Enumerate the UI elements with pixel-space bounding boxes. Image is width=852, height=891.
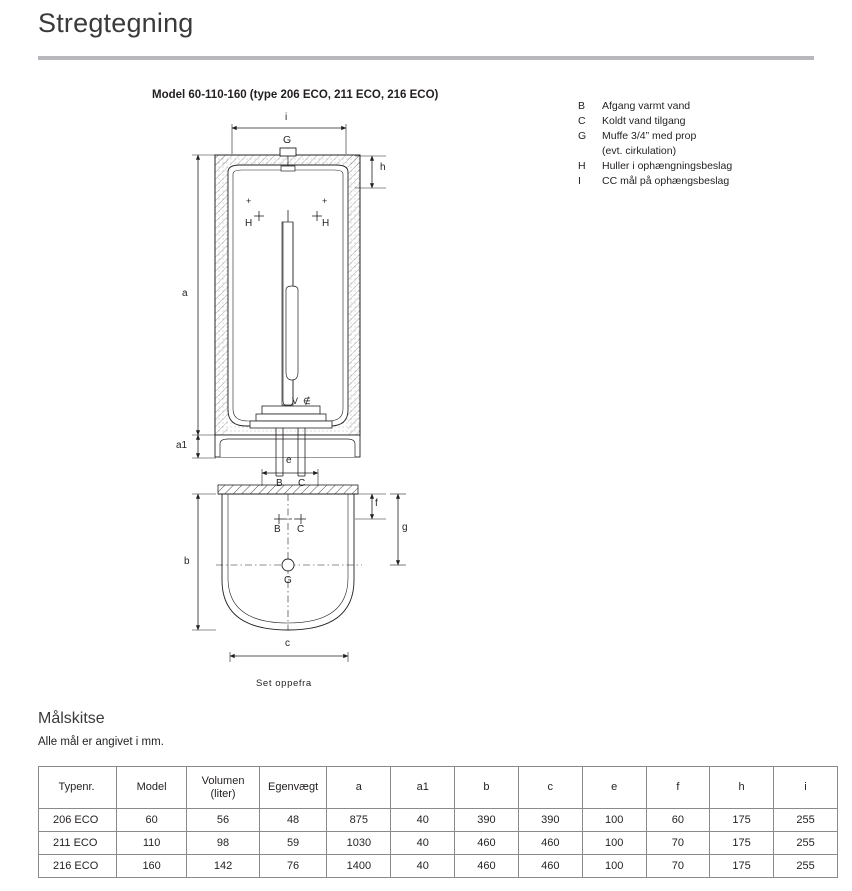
label-a-dim: a [182,288,188,299]
legend-key: B [578,100,586,112]
cell-i: 255 [774,809,838,832]
cell-a1: 40 [391,809,455,832]
col-header-egenvaegt: Egenvægt [259,767,326,809]
cell-volumen: 98 [187,832,260,855]
cell-b: 390 [454,809,518,832]
cell-model: 110 [117,832,187,855]
col-header-b: b [454,767,518,809]
legend-text: Afgang varmt vand [602,100,691,112]
cell-e: 100 [582,832,646,855]
cell-h: 175 [710,809,774,832]
legend-subtext: (evt. cirkulation) [602,145,677,157]
legend-item [578,114,828,129]
cell-h: 175 [710,832,774,855]
col-header-model: Model [117,767,187,809]
label-f-dim: f [375,498,378,509]
col-header-a1: a1 [391,767,455,809]
cell-volumen: 142 [187,855,260,878]
col-header-volumen-line2: (liter) [210,787,236,800]
col-header-h: h [710,767,774,809]
cell-model: 60 [117,809,187,832]
label-g-dim: g [402,522,408,533]
label-b-plan: B [274,524,281,535]
legend-key: H [578,160,586,172]
cell-c: 460 [518,855,582,878]
label-b-front: B [276,478,283,489]
svg-text:∉: ∉ [303,396,311,406]
table-row [39,832,838,855]
title-divider [38,56,814,60]
label-h-left: H [245,218,253,229]
cell-typenr: 206 ECO [39,809,117,832]
legend-item [578,99,828,114]
label-i: i [285,112,288,123]
legend-key: C [578,115,586,127]
cell-e: 100 [582,809,646,832]
label-a1-dim: a1 [176,440,188,451]
legend-item [578,129,828,144]
legend-text: Koldt vand tilgang [602,115,686,127]
col-header-a: a [327,767,391,809]
cell-volumen: 56 [187,809,260,832]
cell-egenvaegt: 76 [259,855,326,878]
cell-f: 70 [646,832,710,855]
cell-b: 460 [454,855,518,878]
label-plus-right: + [322,196,328,206]
cell-a1: 40 [391,832,455,855]
col-header-c: c [518,767,582,809]
legend-text: CC mål på ophængsbeslag [602,175,730,187]
table-header-row [39,767,838,809]
label-c-plan: C [297,524,305,535]
cell-h: 175 [710,855,774,878]
col-header-volumen-line1: Volumen [201,774,245,787]
legend-text: Huller i ophængningsbeslag [602,160,733,172]
label-g-top: G [283,134,292,146]
col-header-e: e [582,767,646,809]
cell-a: 875 [327,809,391,832]
cell-typenr: 216 ECO [39,855,117,878]
legend-item [578,159,828,174]
measurements-note: Alle mål er angivet i mm. [38,736,164,748]
cell-egenvaegt: 59 [259,832,326,855]
col-header-volumen [187,767,260,809]
legend-key: G [578,130,587,142]
col-header-i: i [774,767,838,809]
cell-i: 255 [774,832,838,855]
label-b-dim: b [184,556,190,567]
cell-a: 1030 [327,832,391,855]
label-plus-left: + [246,196,252,206]
label-g-plan: G [284,575,292,586]
col-header-typenr: Typenr. [39,767,117,809]
label-h-right: H [322,218,330,229]
table-row [39,855,838,878]
cell-i: 255 [774,855,838,878]
cell-egenvaegt: 48 [259,809,326,832]
cell-a1: 40 [391,855,455,878]
legend-key: I [578,175,581,187]
label-e-dim: e [286,455,292,466]
col-header-f: f [646,767,710,809]
page-title: Stregtegning [38,8,194,38]
cell-f: 60 [646,809,710,832]
dimensions-table [38,766,838,878]
cell-b: 460 [454,832,518,855]
label-c-front: C [298,478,306,489]
figure-caption: Model 60-110-160 (type 206 ECO, 211 ECO, 216 ECO) [152,89,439,101]
technical-drawing [150,110,570,700]
cell-a: 1400 [327,855,391,878]
plan-view-caption: Set oppefra [256,678,312,689]
label-c-dim: c [285,638,290,649]
cell-e: 100 [582,855,646,878]
cell-c: 460 [518,832,582,855]
table-row [39,809,838,832]
legend-item [578,174,828,189]
legend-text: Muffe 3/4” med prop [602,130,697,142]
svg-text:V: V [292,396,299,406]
label-h-dim: h [380,162,386,173]
cell-f: 70 [646,855,710,878]
cell-c: 390 [518,809,582,832]
measurements-heading: Målskitse [38,710,105,727]
legend [578,99,828,189]
cell-model: 160 [117,855,187,878]
cell-typenr: 211 ECO [39,832,117,855]
